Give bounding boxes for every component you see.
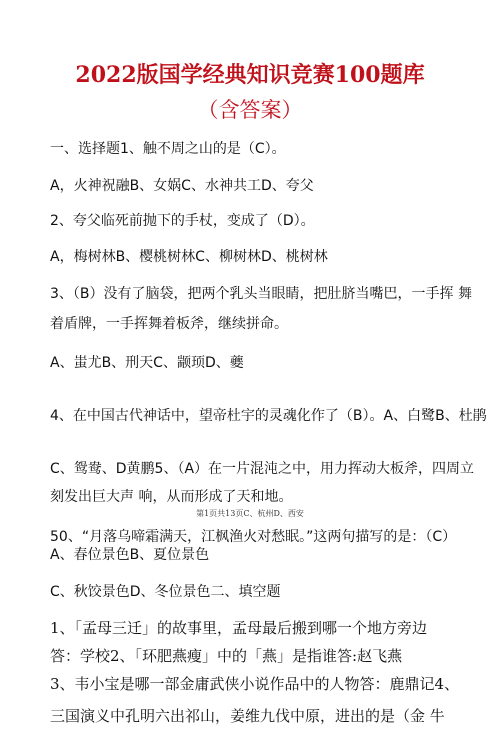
question-line: 刻发出巨大声 响，从而形成了天和地。 bbox=[50, 489, 293, 505]
question-line: 50、“月落乌啼霜满天，江枫渔火对愁眠。”这两句描写的是：（C） bbox=[50, 529, 457, 545]
page-footer: 第1页共13页C、杭州D、西安 bbox=[196, 509, 304, 518]
question-line: 3、（B）没有了脑袋，把两个乳头当眼睛，把肚脐当嘴巴，一手挥 舞 bbox=[50, 286, 472, 302]
question-line: 三国演义中孔明六出祁山，姜维九伐中原，进出的是（金 牛 bbox=[50, 707, 445, 725]
question-line: 3、韦小宝是哪一部金庸武侠小说作品中的人物答：鹿鼎记4、 bbox=[50, 675, 460, 693]
question-line: 一、选择题1、触不周之山的是（C）。 bbox=[50, 141, 286, 157]
question-line: 2、夸父临死前抛下的手杖，变成了（D）。 bbox=[50, 213, 315, 229]
document-subtitle: （含答案） bbox=[197, 98, 303, 122]
answer-options-line: C、秋饺景色D、冬位景色二、填空题 bbox=[50, 584, 281, 600]
answer-options-line: A、蚩尤B、刑天C、颛顼D、夔 bbox=[50, 355, 244, 371]
answer-options-line: A、春位景色B、夏位景色 bbox=[50, 547, 210, 563]
question-line: 答：学校2、「环肥燕瘦」中的「燕」是指谁答:赵飞燕 bbox=[50, 647, 403, 665]
question-line: 着盾牌，一手挥舞着板斧，继续拼命。 bbox=[50, 316, 288, 332]
answer-options-line: A，火神祝融B、女娲C、水神共工D、夸父 bbox=[50, 178, 314, 194]
answer-options-line: A，梅树林B、樱桃树林C、柳树林D、桃树林 bbox=[50, 249, 328, 265]
question-line: 1、「孟母三迁」的故事里，孟母最后搬到哪一个地方旁边 bbox=[50, 619, 428, 637]
document-title: 2022版国学经典知识竞赛100题库 bbox=[75, 62, 425, 88]
question-line: 4、在中国古代神话中，望帝杜宇的灵魂化作了（B）。A、白鹭B、杜鹃 bbox=[50, 408, 487, 424]
question-line: C、鸳鸯、D黄鹏5、（A）在一片混沌之中，用力挥动大板斧，四周立 bbox=[50, 461, 475, 477]
